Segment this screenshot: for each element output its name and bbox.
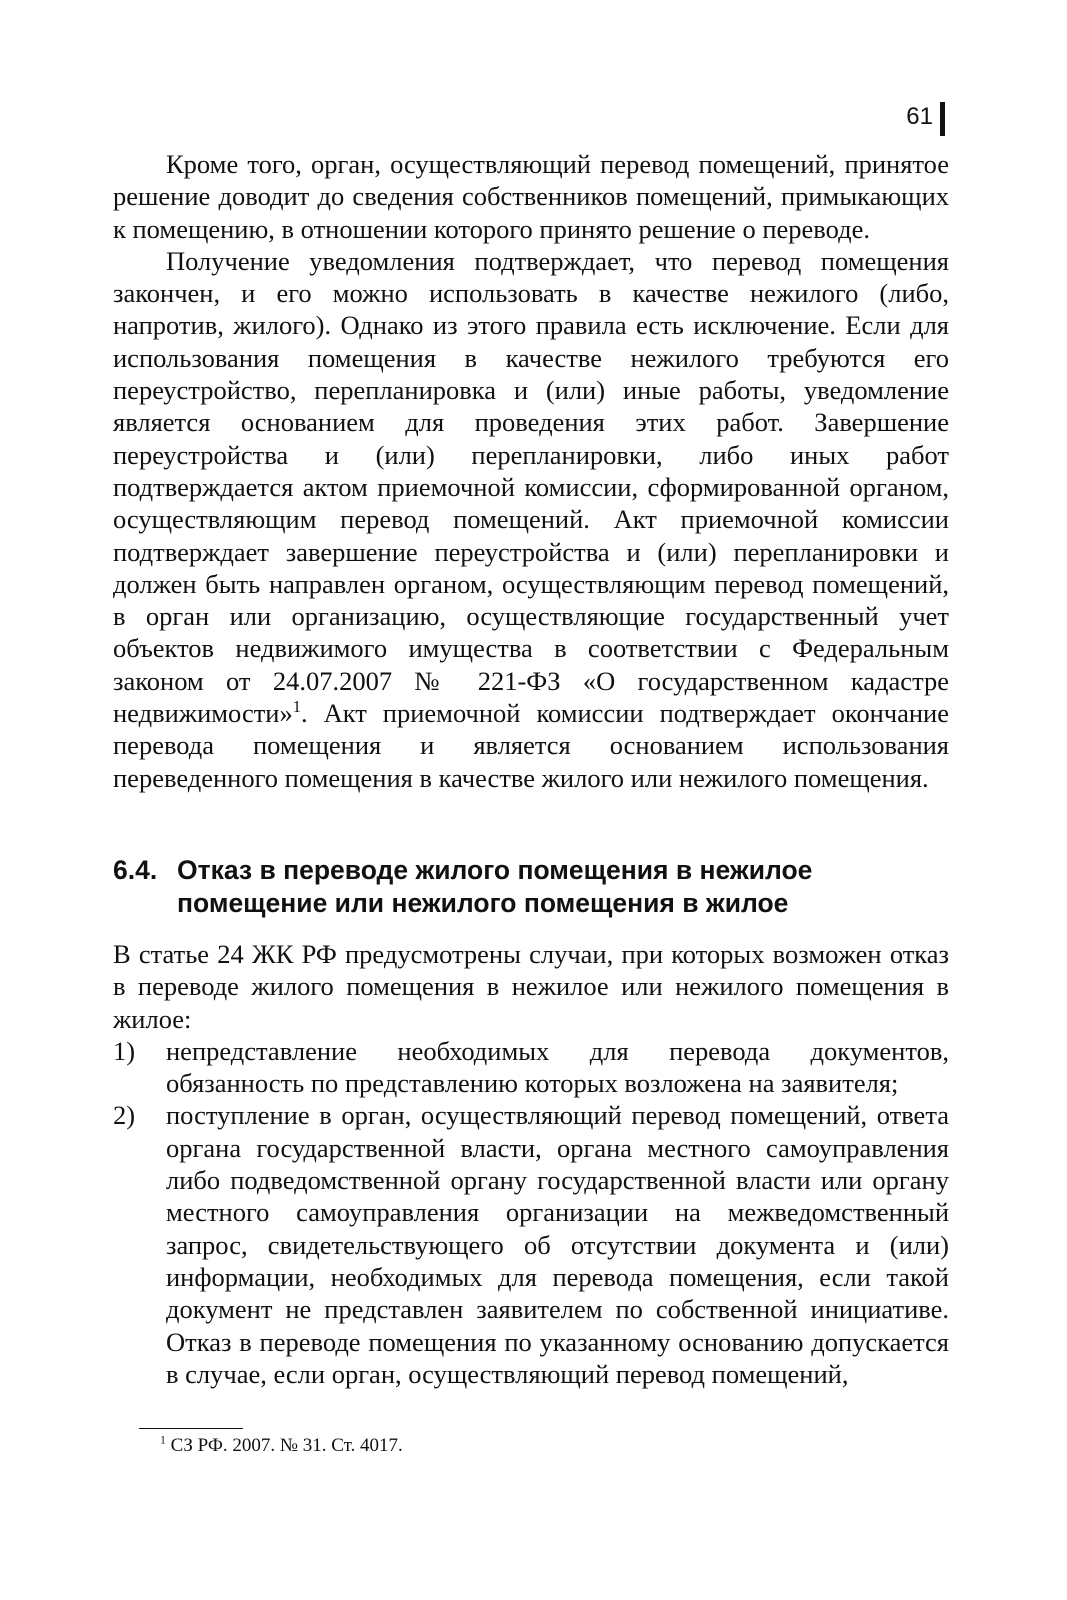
refusal-grounds-list	[113, 1035, 949, 1390]
list-item	[113, 1035, 949, 1100]
footnote-marker: 1	[160, 1433, 166, 1447]
list-item-text: поступление в орган, осуществляющий перевод помещений, ответа органа государственной власти, органа местного самоуправления либо подведомственной органу государственной власти или органу местного самоуправления организации на межведомственный запрос, свидетельствующего об отсутствии документа и (или) информации, необходимых для перевода помещения, если такой документ не представлен заявителем по собственной инициативе. Отказ в переводе помещения по указанному основанию допускается в случае, если орган, осуществляющий перевод помещений,	[166, 1100, 949, 1389]
paragraph-notice	[113, 148, 949, 245]
paragraph-text: Акт приемочной комиссии подтверждает окончание перевода помещения и является основанием использования переведенного помещения в качестве жилого или нежилого помещения.	[113, 698, 949, 793]
body-text	[113, 148, 949, 794]
paragraph-acceptance: Получение уведомления подтверждает, что перевод помещения закончен, и его можно использовать в качестве нежилого (либо, напротив, жилого). Однако из этого правила есть исключение. Если для использования помещения в качестве нежилого требуются его переустройство, перепланировка и (или) иные работы, уведомление является основанием для проведения этих работ. Завершение переустройства и (или) перепланировки, либо иных работ подтверждается актом приемочной комиссии, сформированной органом, осуществляющим перевод помещений. Акт приемочной комиссии подтверждает завершение переустройства и (или) перепланировки и должен быть направлен органом, осуществляющим перевод помещений, в орган или организацию, осуществляющие государственный учет объектов недвижимого имущества в соответствии с Федеральным законом от 24.07.2007 № 221-ФЗ «О государственном кадастре недвижимости»$^1$. Акт приемочной комиссии подтверждает окончание перевода помещения и является основанием использования переведенного помещения в качестве жилого или нежилого помещения.	[113, 245, 949, 793]
section-body	[113, 938, 949, 1390]
footnote	[160, 1433, 403, 1459]
section-title-line-1: Отказ в переводе жилого помещения в нежилое	[177, 855, 813, 885]
list-item-text: непредставление необходимых для перевода документов, обязанность по представлению которых возложена на заявителя;	[166, 1035, 949, 1099]
paragraph-text: Получение уведомления подтверждает, что перевод помещения закончен, и его можно использовать в качестве нежилого (либо, напротив, жилого). Однако из этого правила есть исключение. Если для использования помещения в качестве нежилого требуются его переустройство, перепланировка и (или) иные работы, уведомление является основанием для проведения этих работ. Завершение переустройства и (или) перепланировки, либо иных работ подтверждается актом приемочной комиссии, сформированной органом, осуществляющим перевод помещений. Акт приемочной комиссии подтверждает завершение переустройства и (или) перепланировки и должен быть направлен органом, осуществляющим перевод помещений, в орган или организацию, осуществляющие государственный учет объектов недвижимого имущества в соответствии с Федеральным законом от 24.07.2007 № 221-ФЗ «О государственном кадастре недвижимости»	[113, 245, 949, 729]
section-heading	[113, 854, 949, 920]
section-title-line-2: помещение или нежилого помещения в жилое	[177, 888, 789, 918]
list-marker: 1)	[113, 1035, 136, 1066]
paragraph-text: Кроме того, орган, осуществляющий перевод помещений, принятое решение доводит до сведения собственников помещений, примыкающих к помещению, в отношении которого принято решение о переводе.	[113, 149, 949, 244]
section-intro: В статье 24 ЖК РФ предусмотрены случаи, при которых возможен отказ в переводе жилого помещения в нежилое или нежилого помещения в жилое:	[113, 939, 949, 1034]
footnote-reference: 1	[292, 697, 301, 717]
footnote-divider	[139, 1428, 243, 1429]
section-number: 6.4.	[113, 855, 158, 885]
footnote-text: СЗ РФ. 2007. № 31. Ст. 4017.	[170, 1435, 403, 1456]
list-marker: 2)	[113, 1100, 136, 1131]
list-item	[113, 1099, 949, 1390]
page-number: 61	[906, 103, 933, 130]
page-number-bar	[940, 102, 945, 136]
